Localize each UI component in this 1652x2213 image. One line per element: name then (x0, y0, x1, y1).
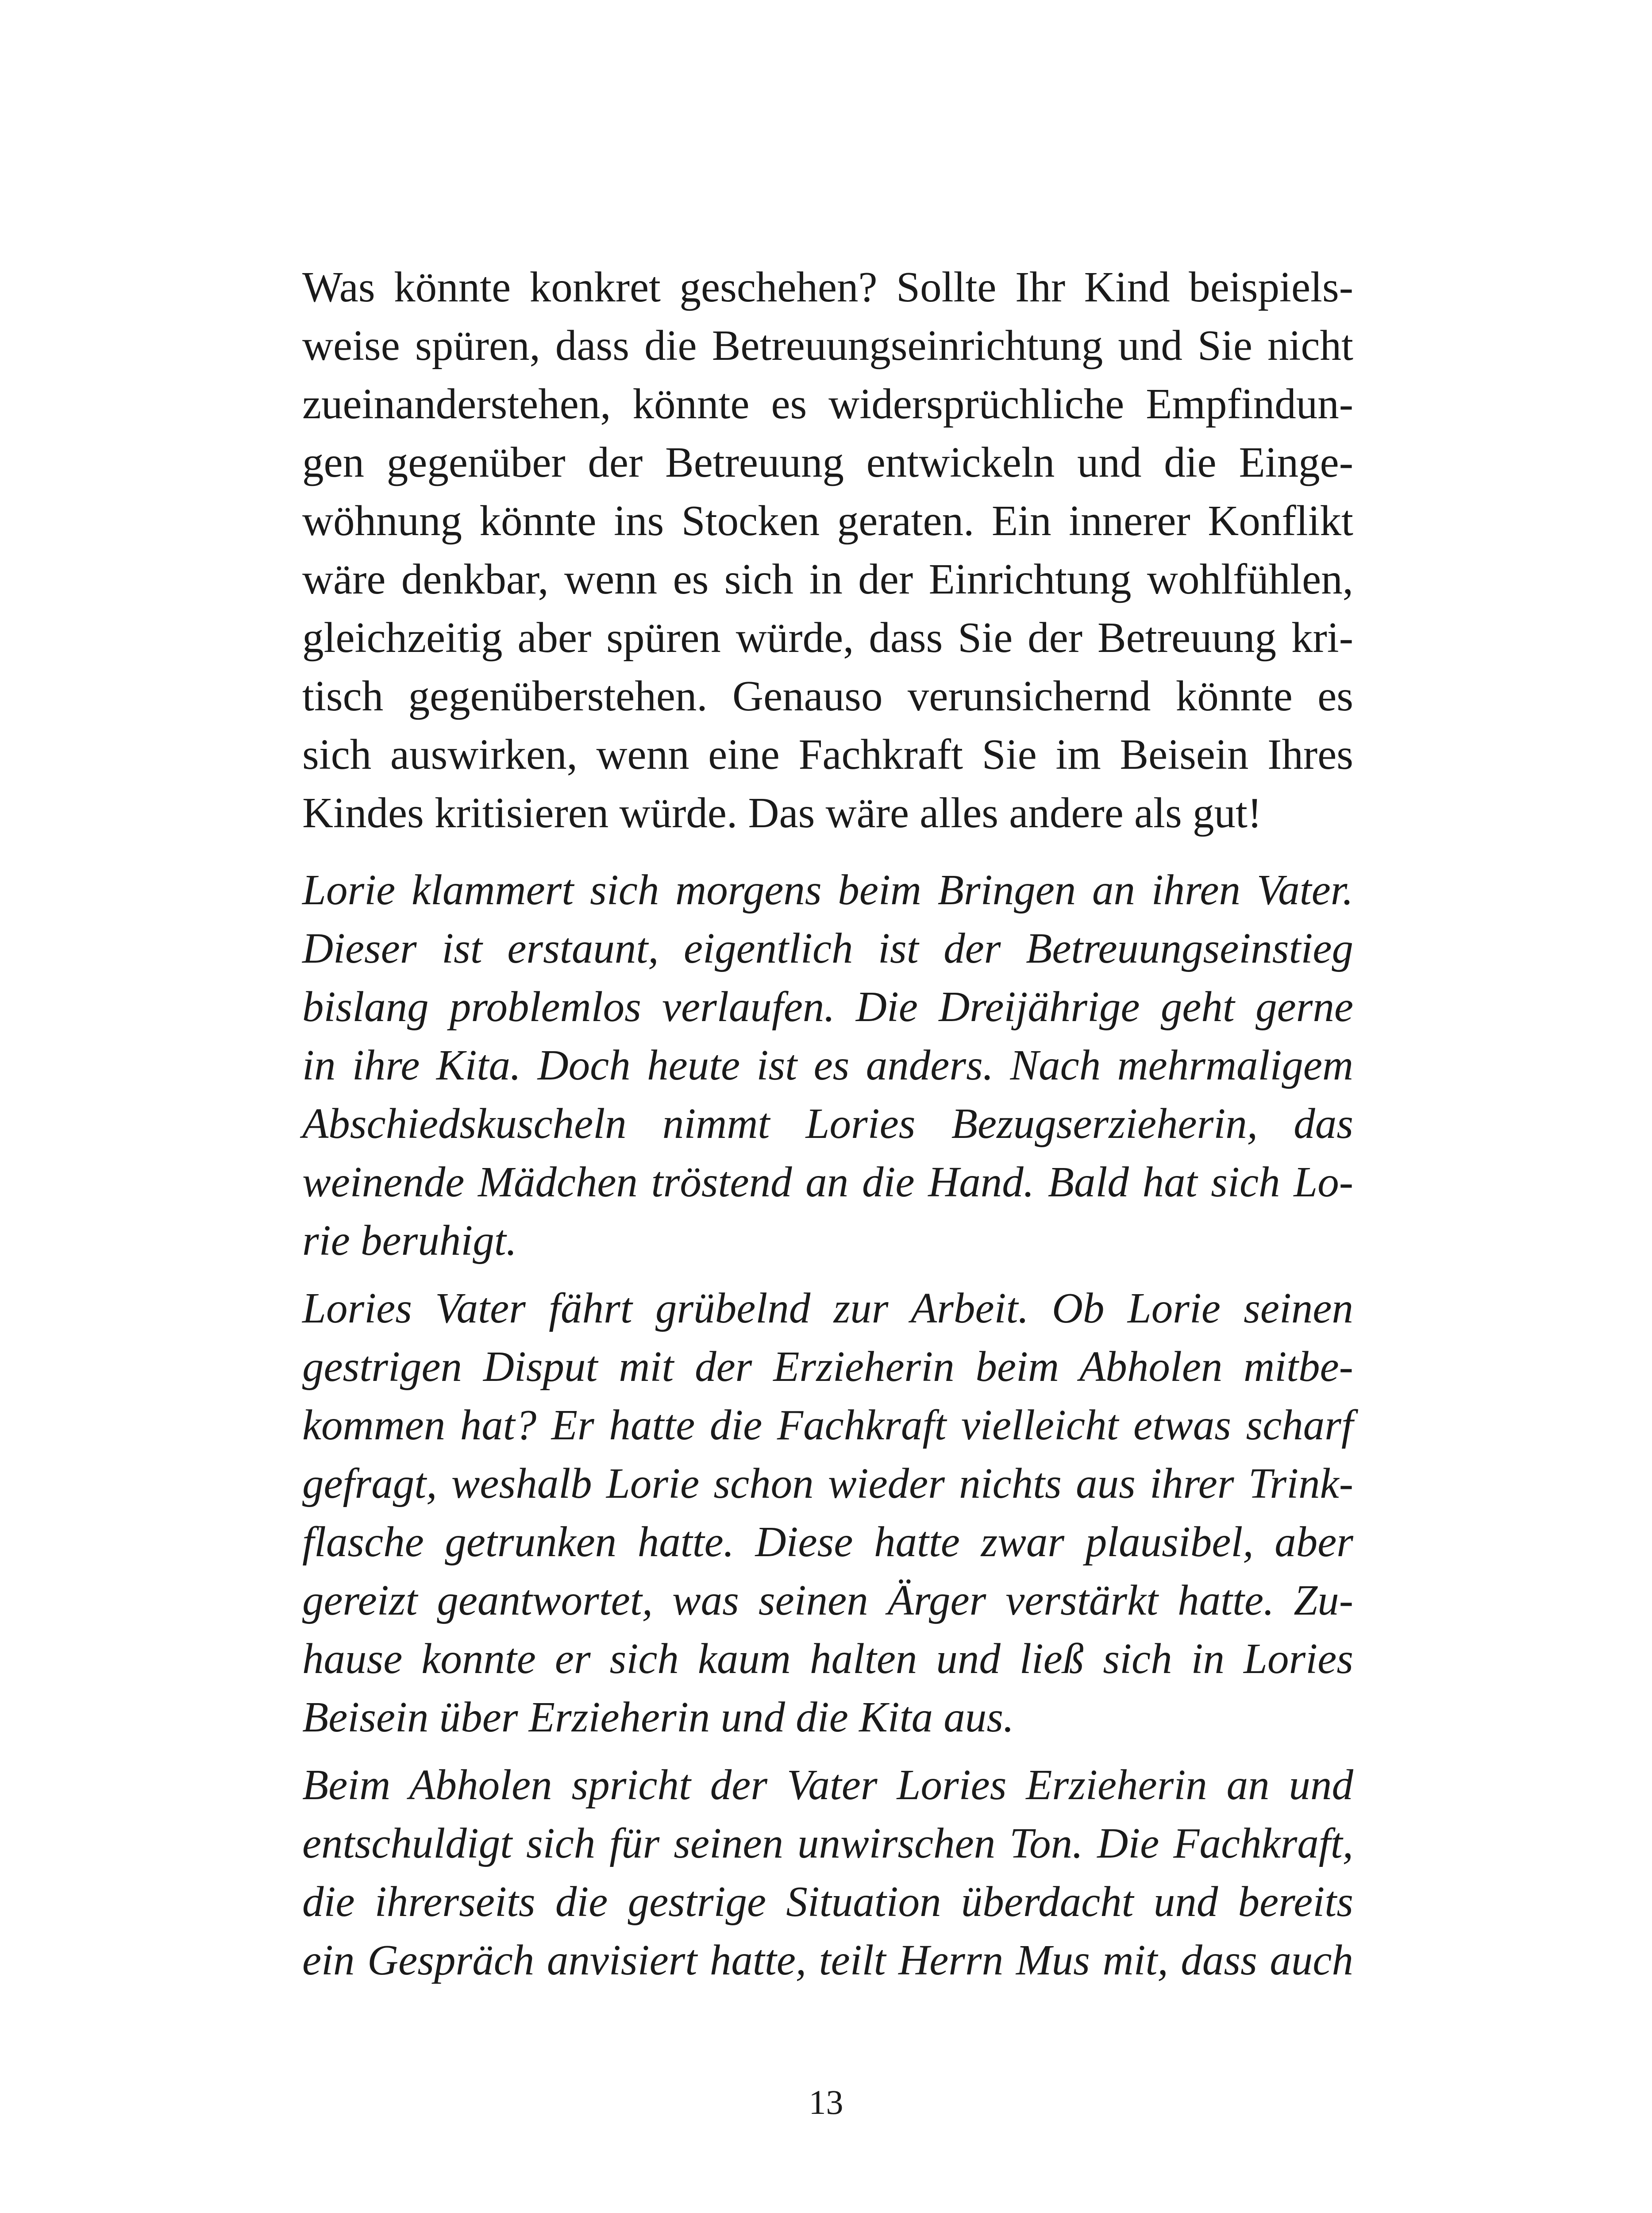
example-paragraph (302, 1279, 1353, 1746)
text-line: flasche getrunken hatte. Diese hatte zwar plausibel, aber (302, 1518, 1353, 1565)
text-line: Abschiedskuscheln nimmt Lories Bezugserzieherin, das (302, 1100, 1353, 1147)
example-paragraph (302, 1756, 1353, 1989)
text-line: rie beruhigt. (302, 1217, 517, 1264)
text-line: weise spüren, dass die Betreuungseinrichtung und Sie nicht (302, 322, 1353, 369)
text-line: sich auswirken, wenn eine Fachkraft Sie im Beisein Ihres (302, 731, 1353, 778)
text-line: wöhnung könnte ins Stocken geraten. Ein innerer Konflikt (302, 497, 1353, 544)
text-line: wäre denkbar, wenn es sich in der Einrichtung wohlfühlen, (302, 555, 1353, 603)
text-line: weinende Mädchen tröstend an die Hand. Bald hat sich Lo- (302, 1158, 1353, 1206)
text-line: gestrigen Disput mit der Erzieherin beim Abholen mitbe- (302, 1343, 1353, 1390)
text-line: ein Gespräch anvisiert hatte, teilt Herrn Mus mit, dass auch (302, 1936, 1353, 1984)
text-line: Kindes kritisieren würde. Das wäre alles andere als gut! (302, 789, 1262, 837)
text-line: zueinanderstehen, könnte es widersprüchliche Empfindun- (302, 380, 1353, 428)
text-line: Beim Abholen spricht der Vater Lories Erzieherin an und (302, 1761, 1353, 1808)
text-line: in ihre Kita. Doch heute ist es anders. Nach mehrmaligem (302, 1041, 1353, 1089)
text-line: Was könnte konkret geschehen? Sollte Ihr Kind beispiels- (302, 263, 1353, 311)
body-paragraph (302, 258, 1353, 842)
text-line: hause konnte er sich kaum halten und ließ sich in Lories (302, 1635, 1353, 1682)
page-number: 13 (809, 2083, 843, 2121)
text-line: Beisein über Erzieherin und die Kita aus. (302, 1693, 1014, 1741)
text-line: tisch gegenüberstehen. Genauso verunsichernd könnte es (302, 672, 1353, 720)
text-line: gleichzeitig aber spüren würde, dass Sie der Betreuung kri- (302, 614, 1353, 661)
text-line: bislang problemlos verlaufen. Die Dreijährige geht gerne (302, 983, 1353, 1030)
text-line: Lories Vater fährt grübelnd zur Arbeit. Ob Lorie seinen (302, 1284, 1353, 1332)
text-line: Dieser ist erstaunt, eigentlich ist der Betreuungseinstieg (302, 925, 1353, 972)
text-line: entschuldigt sich für seinen unwirschen Ton. Die Fachkraft, (302, 1820, 1353, 1867)
text-line: gefragt, weshalb Lorie schon wieder nichts aus ihrer Trink- (302, 1460, 1353, 1507)
text-line: Lorie klammert sich morgens beim Bringen an ihren Vater. (302, 866, 1353, 914)
example-paragraph (302, 861, 1353, 1270)
text-line: gen gegenüber der Betreuung entwickeln und die Einge- (302, 439, 1353, 486)
text-line: die ihrerseits die gestrige Situation überdacht und bereits (302, 1878, 1353, 1925)
text-line: gereizt geantwortet, was seinen Ärger verstärkt hatte. Zu- (302, 1577, 1353, 1624)
text-line: kommen hat? Er hatte die Fachkraft vielleicht etwas scharf (302, 1401, 1353, 1449)
